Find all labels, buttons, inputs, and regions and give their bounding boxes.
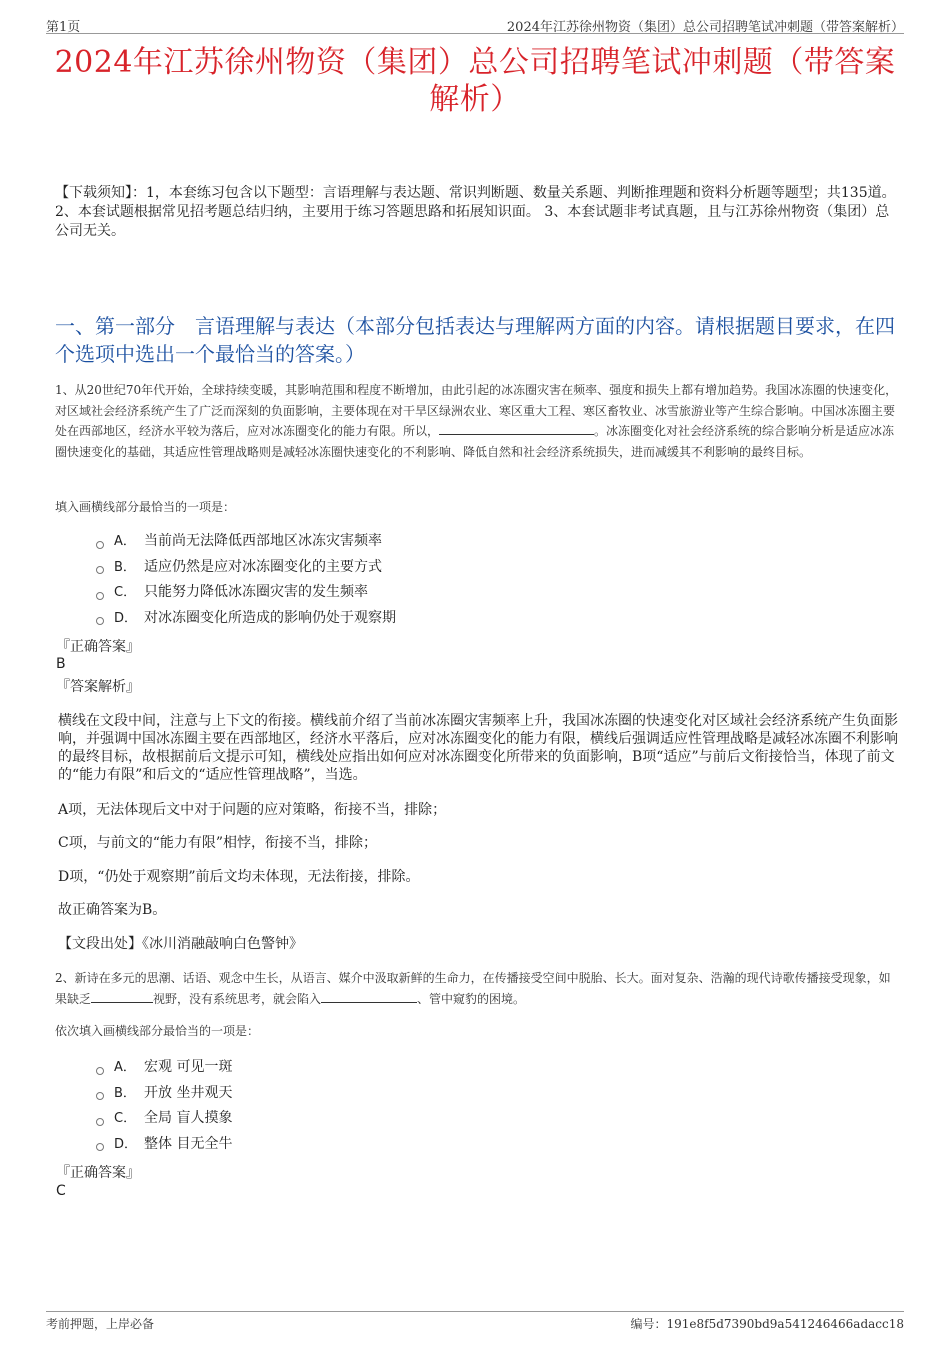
correct-answer: B <box>56 656 66 672</box>
question-2-options <box>96 1055 232 1157</box>
correct-answer: C <box>56 1183 66 1199</box>
correct-answer-label: 『正确答案』 <box>56 1165 140 1181</box>
option-d[interactable] <box>96 606 396 632</box>
option-b[interactable] <box>96 1081 232 1107</box>
page-footer <box>46 1311 904 1334</box>
option-b[interactable] <box>96 555 396 581</box>
option-letter: A． <box>114 534 136 549</box>
question-1-text <box>55 380 900 462</box>
correct-answer-label: 『正确答案』 <box>56 639 140 655</box>
radio-icon[interactable] <box>96 1092 104 1100</box>
question-2-text-b: 视野，没有系统思考，就会陷入 <box>153 991 322 1006</box>
option-a[interactable] <box>96 1055 232 1081</box>
answer-blank <box>321 990 417 1003</box>
option-text: 只能努力降低冰冻圈灾害的发生频率 <box>144 584 368 600</box>
option-text: 整体 目无全牛 <box>144 1135 233 1152</box>
option-d[interactable] <box>96 1132 232 1158</box>
option-letter: D． <box>114 1136 138 1152</box>
question-2-prompt: 依次填入画横线部分最恰当的一项是： <box>55 1024 260 1038</box>
radio-icon[interactable] <box>96 1067 104 1075</box>
option-a-note: A项，无法体现后文中对于问题的应对策略，衔接不当，排除； <box>58 802 447 818</box>
radio-icon[interactable] <box>96 1118 104 1126</box>
answer-blank <box>91 990 153 1003</box>
radio-icon[interactable] <box>96 566 104 574</box>
radio-icon[interactable] <box>96 1143 104 1151</box>
answer-blank <box>439 422 594 435</box>
question-2-text <box>55 968 900 1009</box>
document-title <box>40 44 910 118</box>
conclusion: 故正确答案为B。 <box>58 902 167 918</box>
option-c[interactable] <box>96 580 396 606</box>
option-letter: A． <box>114 1060 136 1075</box>
option-a[interactable] <box>96 529 396 555</box>
option-text: 开放 坐井观天 <box>144 1084 233 1101</box>
option-c[interactable] <box>96 1106 232 1132</box>
option-text: 对冰冻圈变化所造成的影响仍处于观察期 <box>144 609 396 626</box>
document-title-line1: 2024年江苏徐州物资（集团）总公司招聘笔试冲刺题（带答案 <box>54 45 896 80</box>
option-c-note: C项，与前文的“能力有限”相悖，衔接不当，排除； <box>58 835 378 851</box>
analysis-text: 横线在文段中间，注意与上下文的衔接。横线前介绍了当前冰冻圈灾害频率上升，我国冰冻圈的快速变化对区域社会经济系统产生负面影响，并强调中国冰冻圈主要在西部地区，经济水平落后，应对冰冻圈变化的能力有限，横线后强调适应性管理战略是减轻冰冻圈不利影响的最终目标，故根据前后文提示可知，横线处应指出如何应对冰冻圈变化所带来的负面影响，B项“适应”与前后文衔接恰当，体现了前文的“能力有限”和后文的“适应性管理战略”，当选。 <box>58 713 898 783</box>
analysis-label: 『答案解析』 <box>56 679 140 695</box>
option-letter: C． <box>114 585 137 600</box>
question-2-text-a: 2、新诗在多元的思潮、话语、观念中生长，从语言、媒介中汲取新鲜的生命力，在传播接受空间中脱胎、长大。面对复杂、浩瀚的现代诗歌传播接受现象，如果缺乏 <box>55 971 891 1006</box>
question-1-prompt: 填入画横线部分最恰当的一项是： <box>55 500 236 514</box>
header-doc-title: 2024年江苏徐州物资（集团）总公司招聘笔试冲刺题（带答案解析） <box>506 20 904 35</box>
source-citation: 【文段出处】《冰川消融敲响白色警钟》 <box>58 936 303 952</box>
option-text: 全局 盲人摸象 <box>144 1110 233 1126</box>
option-text: 当前尚无法降低西部地区冰冻灾害频率 <box>144 533 382 549</box>
radio-icon[interactable] <box>96 592 104 600</box>
question-1-text-before: 1、从20世纪70年代开始，全球持续变暖，其影响范围和程度不断增加，由此引起的冰冻圈灾害在频率、强度和损失上都有增加趋势。我国冰冻圈的快速变化，对区域社会经济系统产生了广泛而深刻的负面影响，主要体现在对干旱区绿洲农业、寒区重大工程、寒区畜牧业、冰雪旅游业等产生综合影响。中国冰冻圈主要处在西部地区，经济水平较为落后，应对冰冻圈变化的能力有限。所以， <box>55 383 898 438</box>
document-title-line2: 解析） <box>429 82 521 117</box>
option-letter: B． <box>114 1085 136 1101</box>
page-header <box>46 15 904 34</box>
option-letter: C． <box>114 1111 137 1126</box>
footer-slogan: 考前押题，上岸必备 <box>46 1317 155 1331</box>
document-id: 编号：191e8f5d7390bd9a541246466adacc18 <box>630 1317 904 1331</box>
question-1-options <box>96 529 396 631</box>
option-letter: D． <box>114 610 138 626</box>
question-1-text-after: 。冰冻圈变化对社会经济系统的综合影响分析是适应冰冻圈快速变化的基础，其适应性管理战略则是减轻冰冻圈快速变化的不利影响、降低自然和社会经济系统损失，进而减缓其不利影响的最终目标。 <box>55 424 895 459</box>
option-text: 适应仍然是应对冰冻圈变化的主要方式 <box>144 558 382 575</box>
option-letter: B． <box>114 559 136 575</box>
option-text: 宏观 可见一斑 <box>144 1059 233 1075</box>
page-number: 第1页 <box>46 20 81 35</box>
download-notice: 【下载须知】：1，本套练习包含以下题型：言语理解与表达题、常识判断题、数量关系题、判断推理题和资料分析题等题型；共135道。 2、本套试题根据常见招考题总结归纳，主要用于练习答题思路和拓展知识面。 3、本套试题非考试真题，且与江苏徐州物资（集团）总公司无关。 <box>55 185 896 239</box>
option-d-note: D项，“仍处于观察期”前后文均未体现，无法衔接，排除。 <box>58 869 420 885</box>
radio-icon[interactable] <box>96 541 104 549</box>
section-title: 一、第一部分 言语理解与表达（本部分包括表达与理解两方面的内容。请根据题目要求，在四个选项中选出一个最恰当的答案。） <box>55 314 895 366</box>
radio-icon[interactable] <box>96 617 104 625</box>
question-2-text-c: 、管中窥豹的困境。 <box>417 991 526 1006</box>
